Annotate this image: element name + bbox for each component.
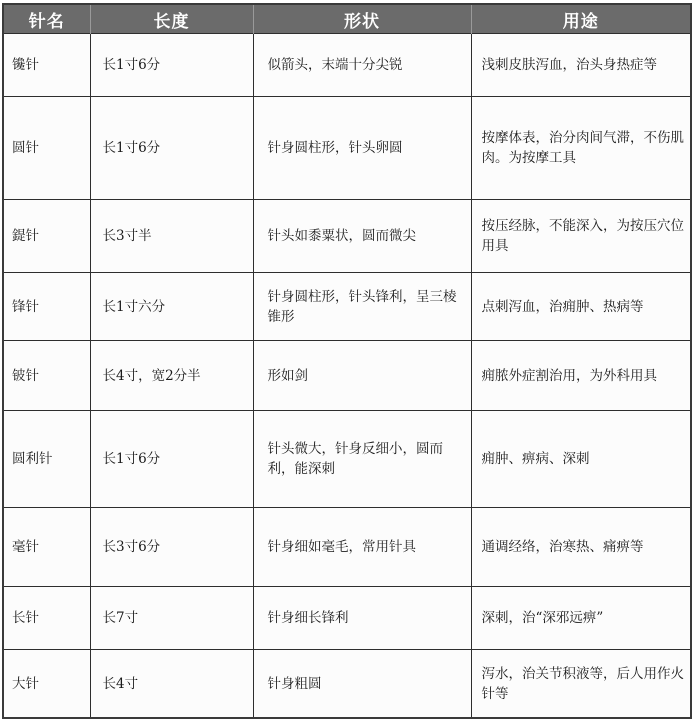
cell-name: 大针 xyxy=(4,650,90,718)
cell-length: 长4寸 xyxy=(90,650,253,718)
cell-length: 长3寸6分 xyxy=(90,508,253,587)
cell-length: 长1寸六分 xyxy=(90,273,253,341)
cell-length: 长1寸6分 xyxy=(90,34,253,97)
cell-name: 圆针 xyxy=(4,97,90,200)
cell-use: 按压经脉，不能深入，为按压穴位用具 xyxy=(471,200,690,273)
cell-name: 铍针 xyxy=(4,341,90,411)
header-shape: 形状 xyxy=(253,5,471,34)
header-name: 针名 xyxy=(4,5,90,34)
cell-shape: 针身圆柱形，针头卵圆 xyxy=(253,97,471,200)
cell-use: 痈脓外症割治用，为外科用具 xyxy=(471,341,690,411)
nine-needles-table xyxy=(4,5,690,717)
cell-length: 长1寸6分 xyxy=(90,97,253,200)
table-header-row xyxy=(4,5,690,34)
cell-name: 毫针 xyxy=(4,508,90,587)
cell-use: 浅刺皮肤泻血，治头身热症等 xyxy=(471,34,690,97)
table-row xyxy=(4,411,690,508)
cell-shape: 针头微大，针身反细小，圆而利，能深刺 xyxy=(253,411,471,508)
cell-use: 通调经络，治寒热、痛痹等 xyxy=(471,508,690,587)
needle-table-frame xyxy=(2,3,692,719)
cell-length: 长3寸半 xyxy=(90,200,253,273)
cell-shape: 形如剑 xyxy=(253,341,471,411)
header-use: 用途 xyxy=(471,5,690,34)
cell-use: 点刺泻血，治痈肿、热病等 xyxy=(471,273,690,341)
table-row xyxy=(4,273,690,341)
table-row xyxy=(4,97,690,200)
table-row xyxy=(4,341,690,411)
table-row xyxy=(4,200,690,273)
cell-name: 圆利针 xyxy=(4,411,90,508)
cell-use: 按摩体表，治分肉间气滞，不伤肌肉。为按摩工具 xyxy=(471,97,690,200)
cell-name: 锋针 xyxy=(4,273,90,341)
header-length: 长度 xyxy=(90,5,253,34)
cell-shape: 似箭头，末端十分尖锐 xyxy=(253,34,471,97)
cell-shape: 针身粗圆 xyxy=(253,650,471,718)
table-row xyxy=(4,34,690,97)
cell-shape: 针头如黍粟状，圆而微尖 xyxy=(253,200,471,273)
cell-use: 深刺，治“深邪远痹” xyxy=(471,587,690,650)
table-row xyxy=(4,508,690,587)
cell-name: 长针 xyxy=(4,587,90,650)
cell-shape: 针身圆柱形，针头锋利，呈三棱锥形 xyxy=(253,273,471,341)
cell-name: 鍉针 xyxy=(4,200,90,273)
table-row xyxy=(4,650,690,718)
cell-name: 镵针 xyxy=(4,34,90,97)
cell-length: 长7寸 xyxy=(90,587,253,650)
cell-use: 泻水，治关节积液等，后人用作火针等 xyxy=(471,650,690,718)
table-row xyxy=(4,587,690,650)
cell-use: 痈肿、痹病、深刺 xyxy=(471,411,690,508)
cell-shape: 针身细长锋利 xyxy=(253,587,471,650)
cell-shape: 针身细如毫毛，常用针具 xyxy=(253,508,471,587)
cell-length: 长4寸，宽2分半 xyxy=(90,341,253,411)
cell-length: 长1寸6分 xyxy=(90,411,253,508)
